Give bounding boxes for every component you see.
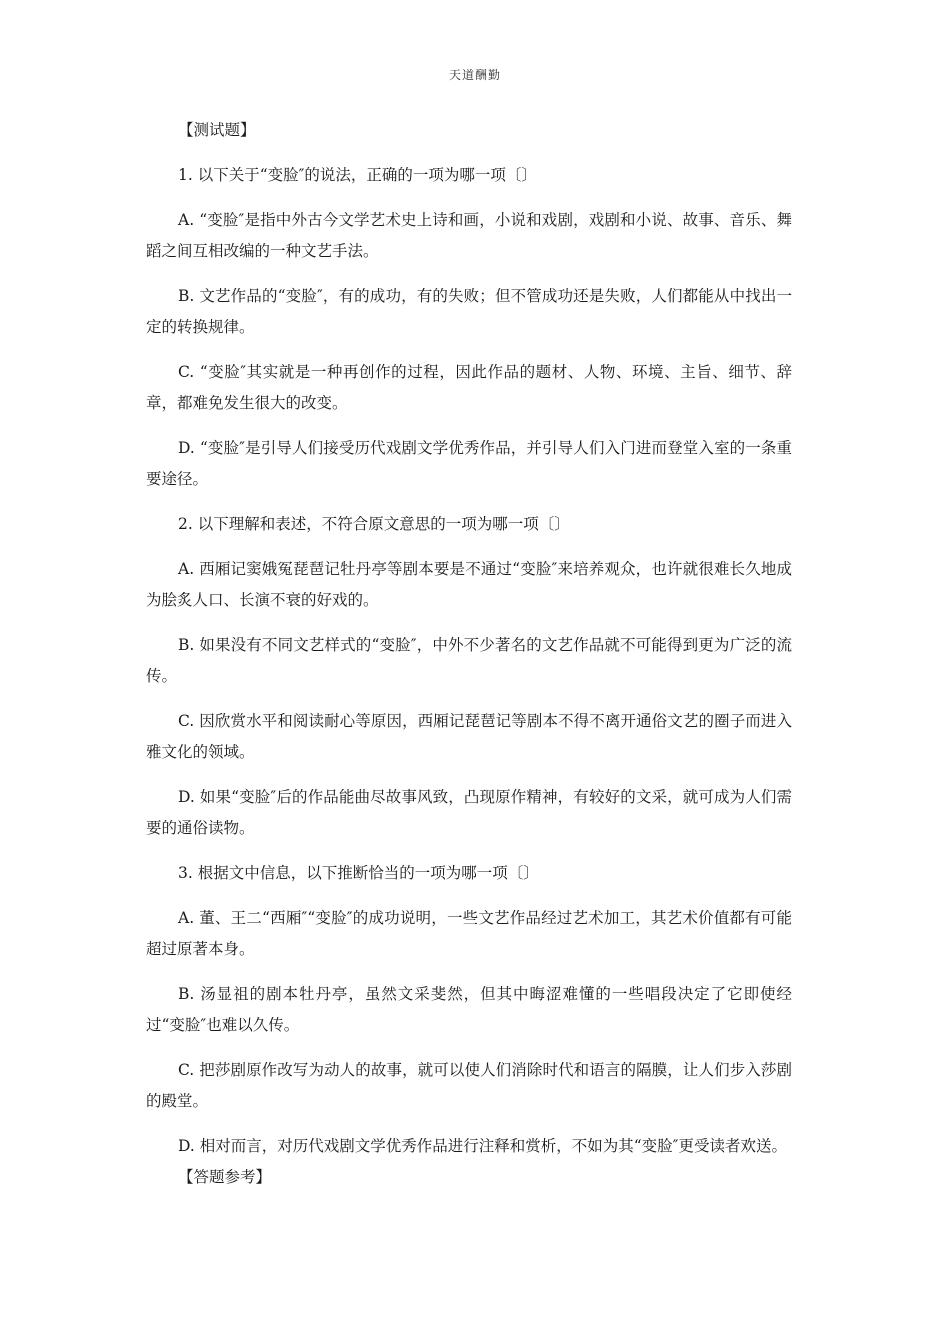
option-c: C. 把莎剧原作改写为动人的故事，就可以使人们消除时代和语言的隔膜，让人们步入莎剧的殿堂。 bbox=[146, 1061, 792, 1110]
document-body bbox=[146, 115, 792, 1193]
answer-section-title: 【答题参考】 bbox=[178, 1168, 272, 1186]
question-1 bbox=[146, 160, 792, 495]
option-c: C. “变脸″其实就是一种再创作的过程，因此作品的题材、人物、环境、主旨、细节、辞章，都难免发生很大的改变。 bbox=[146, 363, 792, 412]
question-stem: 1. 以下关于“变脸″的说法，正确的一项为哪一项〔〕 bbox=[178, 166, 537, 184]
option-a: A. “变脸″是指中外古今文学艺术史上诗和画，小说和戏剧，戏剧和小说、故事、音乐、舞蹈之间互相改编的一种文艺手法。 bbox=[146, 211, 792, 260]
option-a: A. 董、王二“西厢″“变脸″的成功说明，一些文艺作品经过艺术加工，其艺术价值都有可能超过原著本身。 bbox=[146, 909, 792, 958]
option-b: B. 文艺作品的“变脸″，有的成功，有的失败；但不管成功还是失败，人们都能从中找出一定的转换规律。 bbox=[146, 287, 792, 336]
question-3 bbox=[146, 858, 792, 1162]
page-header: 天道酬勤 bbox=[448, 68, 501, 82]
option-d: D. 如果“变脸″后的作品能曲尽故事风致，凸现原作精神，有较好的文采，就可成为人们需要的通俗读物。 bbox=[146, 788, 792, 837]
question-2 bbox=[146, 509, 792, 844]
option-b: B. 汤显祖的剧本牡丹亭，虽然文采斐然，但其中晦涩难懂的一些唱段决定了它即使经过“变脸″也难以久传。 bbox=[146, 985, 792, 1034]
test-section-title: 【测试题】 bbox=[178, 121, 256, 139]
question-stem: 2. 以下理解和表述，不符合原文意思的一项为哪一项〔〕 bbox=[178, 515, 570, 533]
option-d: D. “变脸″是引导人们接受历代戏剧文学优秀作品，并引导人们入门进而登堂入室的一条重要途径。 bbox=[146, 439, 792, 488]
option-c: C. 因欣赏水平和阅读耐心等原因，西厢记琵琶记等剧本不得不离开通俗文艺的圈子而进入雅文化的领域。 bbox=[146, 712, 792, 761]
option-b: B. 如果没有不同文艺样式的“变脸″，中外不少著名的文艺作品就不可能得到更为广泛的流传。 bbox=[146, 636, 792, 685]
option-a: A. 西厢记窦娥冤琵琶记牡丹亭等剧本要是不通过“变脸″来培养观众，也许就很难长久地成为脍炙人口、长演不衰的好戏的。 bbox=[146, 560, 792, 609]
question-stem: 3. 根据文中信息，以下推断恰当的一项为哪一项〔〕 bbox=[178, 864, 539, 882]
option-d: D. 相对而言，对历代戏剧文学优秀作品进行注释和赏析，不如为其“变脸″更受读者欢送。 bbox=[178, 1137, 787, 1155]
